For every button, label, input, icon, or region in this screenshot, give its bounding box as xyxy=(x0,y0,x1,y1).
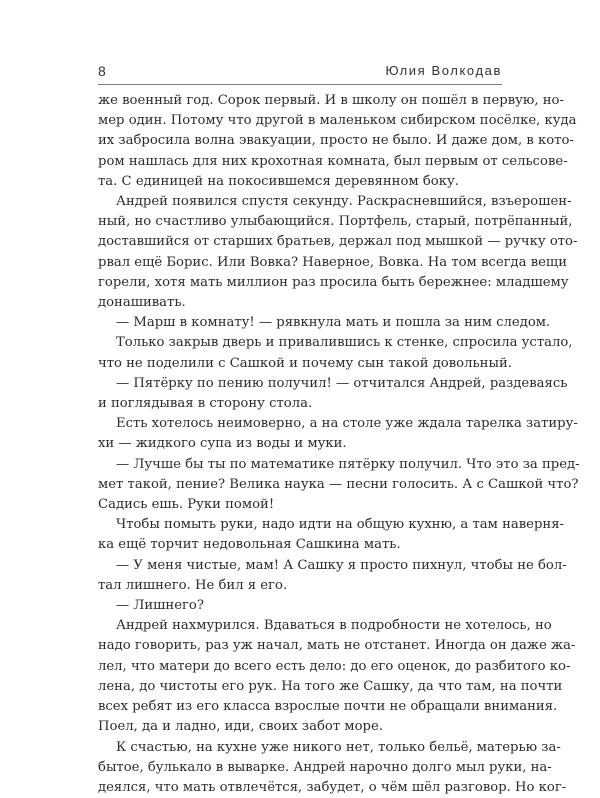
text-line: та. С единицей на покосившемся деревянном боку. xyxy=(98,172,504,192)
text-line: доставшийся от старших братьев, держал под мышкой — ручку ото- xyxy=(98,232,504,252)
header-rule xyxy=(98,84,502,85)
text-line: хи — жидкого супа из воды и муки. xyxy=(98,434,504,454)
text-line: тал лишнего. Не бил я его. xyxy=(98,576,504,596)
text-line: же военный год. Сорок первый. И в школу он пошёл в первую, но- xyxy=(98,91,504,111)
text-line: — Лучше бы ты по математике пятёрку получил. Что это за пред- xyxy=(98,455,504,475)
text-line: Андрей нахмурился. Вдаваться в подробности не хотелось, но xyxy=(98,616,504,636)
text-line: Поел, да и ладно, иди, своих забот море. xyxy=(98,717,504,737)
text-line: лел, что матери до всего есть дело: до его оценок, до разбитого ко- xyxy=(98,657,504,677)
page-number: 8 xyxy=(98,63,106,79)
paragraph xyxy=(98,91,504,192)
text-line: К счастью, на кухне уже никого нет, только бельё, матерью за- xyxy=(98,738,504,758)
text-line: их забросила волна эвакуации, просто не было. И даже дом, в кото- xyxy=(98,131,504,151)
page-header xyxy=(98,63,502,83)
text-line: деялся, что мать отвлечётся, забудет, о чём шёл разговор. Но ког- xyxy=(98,778,504,798)
paragraph xyxy=(98,192,504,313)
text-line: ром нашлась для них крохотная комната, был первым от сельсове- xyxy=(98,152,504,172)
text-line: — Лишнего? xyxy=(98,596,504,616)
text-line: бытое, булькало в выварке. Андрей нарочно долго мыл руки, на- xyxy=(98,758,504,778)
text-line: надо говорить, раз уж начал, мать не отстанет. Иногда он даже жа- xyxy=(98,636,504,656)
text-line: Есть хотелось неимоверно, а на столе уже ждала тарелка затиру- xyxy=(98,414,504,434)
text-line: горели, хотя мать миллион раз просила быть бережнее: младшему xyxy=(98,273,504,293)
text-line: что не поделили с Сашкой и почему сын такой довольный. xyxy=(98,354,504,374)
paragraph xyxy=(98,616,504,737)
paragraph xyxy=(98,515,504,555)
text-line: Андрей появился спустя секунду. Раскрасневшийся, взъерошен- xyxy=(98,192,504,212)
text-line: лена, до чистоты его рук. На того же Сашку, да что там, на почти xyxy=(98,677,504,697)
text-line: рвал ещё Борис. Или Вовка? Наверное, Вовка. На том всегда вещи xyxy=(98,253,504,273)
text-line: донашивать. xyxy=(98,293,504,313)
text-line: — Пятёрку по пению получил! — отчитался Андрей, раздеваясь xyxy=(98,374,504,394)
text-line: мер один. Потому что другой в маленьком сибирском посёлке, куда xyxy=(98,111,504,131)
text-line: Чтобы помыть руки, надо идти на общую кухню, а там наверня- xyxy=(98,515,504,535)
text-line: — Марш в комнату! — рявкнула мать и пошла за ним следом. xyxy=(98,313,504,333)
text-line: Садись ешь. Руки помой! xyxy=(98,495,504,515)
paragraph xyxy=(98,455,504,516)
paragraph xyxy=(98,374,504,414)
text-line: ный, но счастливо улыбающийся. Портфель, старый, потрёпанный, xyxy=(98,212,504,232)
text-line: всех ребят из его класса взрослые почти не обращали внимания. xyxy=(98,697,504,717)
text-line: Только закрыв дверь и привалившись к стенке, спросила устало, xyxy=(98,333,504,353)
paragraph xyxy=(98,414,504,454)
text-line: ка ещё торчит недовольная Сашкина мать. xyxy=(98,535,504,555)
paragraph xyxy=(98,333,504,373)
paragraph xyxy=(98,738,504,798)
text-line: мет такой, пение? Велика наука — песни голосить. А с Сашкой что? xyxy=(98,475,504,495)
paragraph xyxy=(98,313,504,333)
text-line: и поглядывая в сторону стола. xyxy=(98,394,504,414)
running-head-author: Юлия Волкодав xyxy=(385,63,502,78)
paragraph xyxy=(98,556,504,596)
paragraph xyxy=(98,596,504,616)
body-text xyxy=(98,91,504,798)
text-line: — У меня чистые, мам! А Сашку я просто пихнул, чтобы не бол- xyxy=(98,556,504,576)
